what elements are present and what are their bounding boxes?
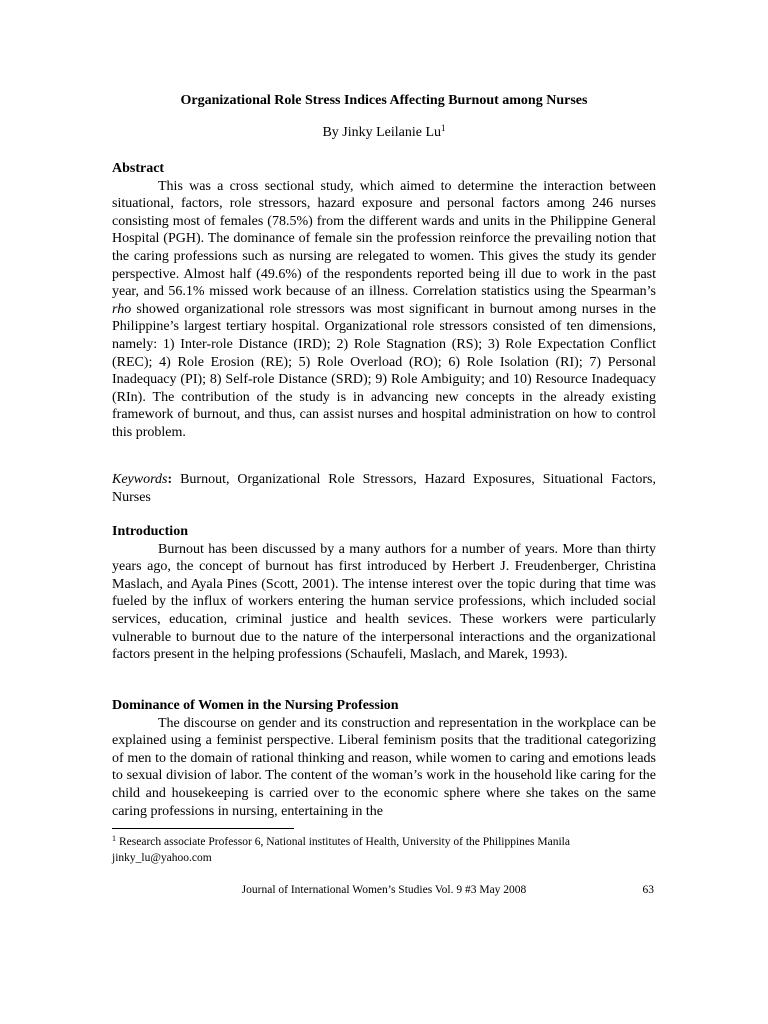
keywords-label: Keywords xyxy=(112,472,168,487)
footnote-mark: 1 xyxy=(112,834,116,843)
abstract-text-part-1: This was a cross sectional study, which aimed to determine the interaction between situational, factors, role stressors, hazard exposure and personal factors among 246 nurses consisting most of females (78.5%) from the different wards and units in the Philippine General Hospital (PGH). The dominance of female sin the profession reinforce the prevailing notion that the caring professions such as nursing are relegated to women. This gives the study its gender perspective. Almost half (49.6%) of the respondents reported being ill due to work in the past year, and 56.1% missed work because of an illness. Correlation statistics using the Spearman’s xyxy=(112,178,656,300)
keywords-paragraph xyxy=(112,471,656,506)
abstract-paragraph xyxy=(112,178,656,442)
abstract-heading: Abstract xyxy=(112,161,165,176)
footnote-affiliation-line xyxy=(112,834,656,850)
footnote-separator xyxy=(112,828,294,829)
author-byline xyxy=(112,124,656,142)
keywords-section xyxy=(112,471,656,506)
abstract-text-part-2: showed organizational role stressors was most significant in burnout among nurses in the Philippine’s largest tertiary hospital. Organizational role stressors consisted of ten dimensions, namely: 1) Inter-role Distance (IRD); 2) Role Stagnation (RS); 3) Role Expectation Conflict (REC); 4) Role Erosion (RE); 5) Role Overload (RO); 6) Role Isolation (RI); 7) Personal Inadequacy (PI); 8) Self-role Distance (SRD); 9) Role Ambiguity; and 10) Resource Inadequacy (RIn). The contribution of the study is in advancing new concepts in the already existing framework of burnout, and thus, can assist nurses and hospital administration on how to control this problem. xyxy=(112,301,656,440)
introduction-section xyxy=(112,523,656,664)
journal-citation: Journal of International Women’s Studies Vol. 9 #3 May 2008 xyxy=(241,884,527,896)
author-name: By Jinky Leilanie Lu xyxy=(322,125,442,140)
author-footnote-mark: 1 xyxy=(441,123,446,133)
footnote xyxy=(112,834,656,866)
page-footer xyxy=(112,882,656,900)
footnote-affiliation: Research associate Professor 6, National institutes of Health, University of the Philippines Manila xyxy=(119,836,570,848)
dominance-heading: Dominance of Women in the Nursing Profession xyxy=(112,698,399,713)
keywords-list: Burnout, Organizational Role Stressors, Hazard Exposures, Situational Factors, Nurses xyxy=(112,472,656,505)
page-number: 63 xyxy=(642,884,654,896)
introduction-paragraph: Burnout has been discussed by a many authors for a number of years. More than thirty years ago, the concept of burnout has first introduced by Herbert J. Freudenberger, Christina Maslach, and Ayala Pines (Scott, 2001). The intense interest over the topic during that time was fueled by the influx of workers entering the human service professions, which included social services, education, criminal justice and health sevices. These workers were particularly vulnerable to burnout due to the nature of the interpersonal interactions and the organizational factors present in the helping professions (Schaufeli, Maslach, and Marek, 1993). xyxy=(112,541,656,663)
rho-term: rho xyxy=(112,301,132,317)
footnote-email: jinky_lu@yahoo.com xyxy=(112,852,212,864)
dominance-section xyxy=(112,697,656,820)
introduction-heading: Introduction xyxy=(112,524,188,539)
paper-title: Organizational Role Stress Indices Affecting Burnout among Nurses xyxy=(180,93,588,108)
dominance-paragraph: The discourse on gender and its construction and representation in the workplace can be explained using a feminist perspective. Liberal feminism posits that the traditional categorizing of men to the domain of rational thinking and reason, while women to caring and emotions leads to sexual division of labor. The content of the woman’s work in the household like caring for the child and housekeeping is carried over to the economic sphere where she takes on the same caring professions in nursing, entertaining in the xyxy=(112,715,656,819)
abstract-section xyxy=(112,160,656,442)
keywords-colon: : xyxy=(167,472,173,487)
